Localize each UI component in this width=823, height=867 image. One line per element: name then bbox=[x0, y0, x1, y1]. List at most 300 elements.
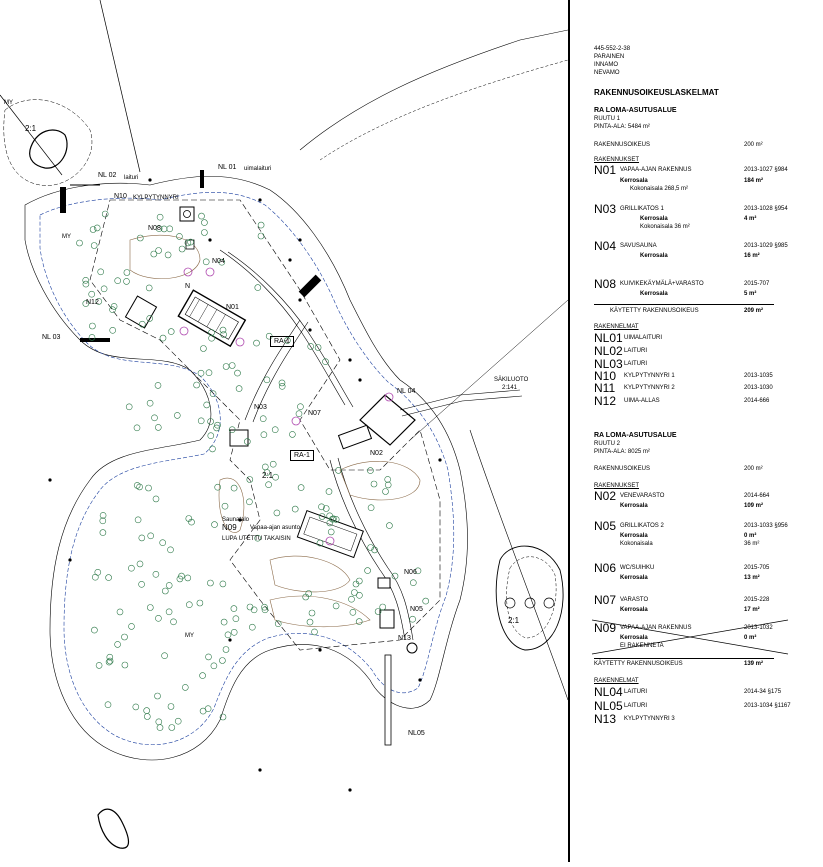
tree-marker bbox=[249, 624, 255, 630]
tree-marker bbox=[220, 581, 226, 587]
tree-marker bbox=[155, 615, 161, 621]
tree-marker bbox=[309, 610, 315, 616]
map-label-n06: N06 bbox=[404, 569, 417, 576]
tree-marker bbox=[380, 604, 386, 610]
tree-marker bbox=[207, 580, 213, 586]
structure-nl01-name: UIMALAITURI bbox=[624, 335, 663, 341]
map-label-n02: N02 bbox=[370, 450, 383, 457]
building-n05-permit: 2013-1033 §956 bbox=[744, 523, 788, 529]
tree-marker bbox=[128, 565, 134, 571]
tree-marker bbox=[168, 704, 174, 710]
map-label-nl02-tag: laituri bbox=[124, 175, 139, 181]
building-n01-name: VAPAA-AJAN RAKENNUS bbox=[620, 167, 692, 173]
structure-nl03-code: NL03 bbox=[594, 357, 623, 371]
building-n07-code: N07 bbox=[594, 593, 617, 607]
map-label-n04: N04 bbox=[212, 258, 225, 265]
building-n01-value1: 184 m² bbox=[744, 178, 764, 184]
tree-marker bbox=[289, 431, 295, 437]
building-n09-value1: 0 m² bbox=[744, 635, 757, 641]
tree-marker bbox=[260, 416, 266, 422]
tree-marker bbox=[306, 591, 312, 597]
tree-marker bbox=[126, 404, 132, 410]
tree-marker bbox=[423, 598, 429, 604]
tree-marker bbox=[174, 412, 180, 418]
tree-marker bbox=[175, 718, 181, 724]
tree-marker bbox=[385, 482, 391, 488]
tree-marker bbox=[144, 708, 150, 714]
tree-marker bbox=[90, 227, 96, 233]
tree-marker bbox=[147, 605, 153, 611]
tree-marker bbox=[219, 658, 225, 664]
structure-n11-name: KYLPYTYNNYRI 2 bbox=[624, 385, 675, 391]
panel-title: RAKENNUSOIKEUSLASKELMAT bbox=[594, 88, 719, 97]
tree-marker bbox=[235, 370, 241, 376]
tree-marker bbox=[124, 270, 130, 276]
tree-marker bbox=[91, 243, 97, 249]
building-n09-label2: EI RAKENNETA bbox=[620, 643, 664, 649]
tree-marker bbox=[206, 370, 212, 376]
map-label-nl03: NL 03 bbox=[42, 334, 61, 341]
building-n09-label1: Kerrosala bbox=[620, 635, 648, 641]
building-n05-label1: Kerrosala bbox=[620, 533, 648, 539]
building-n06-permit: 2015-705 bbox=[744, 565, 770, 571]
tree-marker bbox=[233, 616, 239, 622]
tree-marker bbox=[100, 530, 106, 536]
tree-marker bbox=[279, 383, 285, 389]
tree-marker bbox=[111, 303, 117, 309]
tree-marker bbox=[92, 574, 98, 580]
map-label-n09-line2: LUPA UTETTU TAKAISIN bbox=[222, 536, 291, 542]
ruutu1-buildings-heading: RAKENNUKSET bbox=[594, 157, 640, 163]
tree-marker bbox=[273, 474, 279, 480]
tree-marker bbox=[201, 220, 207, 226]
tree-marker bbox=[105, 702, 111, 708]
building-n02-label1: Kerrosala bbox=[620, 503, 648, 509]
map-label-n09-line1: Vapaa-ajan asunto bbox=[250, 525, 300, 531]
building-n08-code: N08 bbox=[594, 277, 617, 291]
building-n06-name: WC/SUIHKU bbox=[620, 565, 655, 571]
ruutu2-structures-heading: RAKENNELMAT bbox=[594, 678, 639, 684]
tree-marker bbox=[169, 725, 175, 731]
tree-marker bbox=[367, 468, 373, 474]
tree-marker bbox=[155, 693, 161, 699]
building-n02-value1: 109 m² bbox=[744, 503, 764, 509]
tree-marker bbox=[254, 340, 260, 346]
tree-marker bbox=[258, 222, 264, 228]
map-label-sakiluoto-num: 2:141 bbox=[502, 385, 518, 391]
building-n02-name: VENEVARASTO bbox=[620, 493, 665, 499]
building-n04-code: N04 bbox=[594, 239, 617, 253]
structure-n10-permit: 2013-1035 bbox=[744, 373, 773, 379]
tree-marker bbox=[410, 580, 416, 586]
building-n01-label2: Kokonaisala 268,5 m² bbox=[630, 186, 689, 192]
tree-marker bbox=[153, 571, 159, 577]
tree-marker bbox=[270, 461, 276, 467]
building-n06-label1: Kerrosala bbox=[620, 575, 648, 581]
tree-marker bbox=[297, 404, 303, 410]
rock-marker bbox=[348, 788, 351, 791]
tree-marker bbox=[134, 425, 140, 431]
tree-marker bbox=[176, 233, 182, 239]
tree-marker bbox=[179, 246, 185, 252]
tree-marker bbox=[368, 505, 374, 511]
rock-marker bbox=[48, 478, 51, 481]
ruutu2-oikeus-value: 200 m² bbox=[744, 466, 763, 472]
tree-marker bbox=[231, 606, 237, 612]
building-n03-label2: Kokonaisala 36 m² bbox=[640, 224, 690, 230]
rock-marker bbox=[258, 768, 261, 771]
tree-marker bbox=[157, 725, 163, 731]
building-n04-permit: 2013-1029 §985 bbox=[744, 243, 788, 249]
tree-marker bbox=[167, 226, 173, 232]
ruutu2-oikeus-label: RAKENNUSOIKEUS bbox=[594, 466, 651, 472]
tree-marker bbox=[356, 619, 362, 625]
building-n04-name: SAVUSAUNA bbox=[620, 243, 657, 249]
tree-marker bbox=[210, 446, 216, 452]
header-line-4: NEVAMO bbox=[594, 70, 620, 76]
tree-marker bbox=[247, 604, 253, 610]
tree-marker bbox=[350, 609, 356, 615]
building-n02-code: N02 bbox=[594, 489, 617, 503]
tree-marker bbox=[155, 382, 161, 388]
tree-marker bbox=[199, 213, 205, 219]
tree-marker bbox=[171, 619, 177, 625]
tree-marker bbox=[223, 647, 229, 653]
tree-marker bbox=[198, 370, 204, 376]
ruutu1-oikeus-label: RAKENNUSOIKEUS bbox=[594, 142, 651, 148]
tree-marker bbox=[152, 415, 158, 421]
tree-marker bbox=[200, 708, 206, 714]
building-n08-value1: 5 m² bbox=[744, 291, 757, 297]
tree-marker bbox=[204, 402, 210, 408]
building-n03-code: N03 bbox=[594, 202, 617, 216]
tree-marker bbox=[258, 233, 264, 239]
building-n07-name: VARASTO bbox=[620, 597, 649, 603]
tree-marker bbox=[106, 575, 112, 581]
ruutu2-area: PINTA-ALA: 8025 m² bbox=[594, 449, 650, 455]
map-label-ra1-mid: RA-1 bbox=[290, 450, 314, 461]
ruutu1-oikeus-value: 200 m² bbox=[744, 142, 763, 148]
map-label-n09: N09 bbox=[222, 523, 237, 532]
calculation-panel bbox=[570, 0, 823, 862]
building-n04-value1: 16 m² bbox=[744, 253, 760, 259]
ruutu1-heading: RA LOMA-ASUTUSALUE bbox=[594, 107, 677, 114]
rock-marker bbox=[418, 678, 421, 681]
tree-marker bbox=[211, 663, 217, 669]
tree-marker bbox=[139, 581, 145, 587]
rock-marker bbox=[358, 378, 361, 381]
tree-marker bbox=[385, 476, 391, 482]
tree-marker bbox=[275, 621, 281, 627]
map-label-n03: N03 bbox=[254, 404, 267, 411]
tree-marker bbox=[410, 616, 416, 622]
tree-marker bbox=[144, 714, 150, 720]
ruutu2-label: RUUTU 2 bbox=[594, 441, 621, 447]
map-label-slope-mid: 2:1 bbox=[262, 471, 274, 480]
rock-marker bbox=[298, 298, 301, 301]
tree-marker bbox=[292, 506, 298, 512]
structure-n12-name: UIMA-ALLAS bbox=[624, 398, 660, 404]
ruutu1-label: RUUTU 1 bbox=[594, 116, 621, 122]
building-n08-name: KUIVIKEKÄYMÄLÄ+VARASTO bbox=[620, 281, 704, 287]
tree-marker bbox=[157, 214, 163, 220]
rock-marker bbox=[228, 638, 231, 641]
tree-marker bbox=[296, 411, 302, 417]
tree-marker bbox=[236, 386, 242, 392]
tree-marker bbox=[312, 629, 318, 635]
tree-marker bbox=[272, 427, 278, 433]
tree-marker bbox=[155, 424, 161, 430]
tree-marker bbox=[203, 259, 209, 265]
structure-nl02-name: LAITURI bbox=[624, 348, 648, 354]
tree-marker bbox=[221, 619, 227, 625]
tree-marker bbox=[185, 575, 191, 581]
tree-marker bbox=[115, 641, 121, 647]
tree-marker bbox=[383, 489, 389, 495]
tree-marker bbox=[89, 323, 95, 329]
tree-marker bbox=[274, 510, 280, 516]
tree-marker bbox=[115, 278, 121, 284]
tree-marker bbox=[279, 380, 285, 386]
building-n08-permit: 2015-707 bbox=[744, 281, 770, 287]
rock-marker bbox=[308, 328, 311, 331]
tree-marker bbox=[201, 230, 207, 236]
structure-n10-name: KYLPYTYNNYRI 1 bbox=[624, 373, 675, 379]
structure-nl05-name: LAITURI bbox=[624, 703, 648, 709]
tree-marker bbox=[156, 719, 162, 725]
tree-marker bbox=[100, 518, 106, 524]
tree-marker bbox=[182, 684, 188, 690]
tree-marker bbox=[307, 619, 313, 625]
rock-marker bbox=[288, 258, 291, 261]
map-label-slope-right: 2:1 bbox=[508, 616, 520, 625]
map-label-my-top: MY bbox=[4, 100, 13, 106]
map-label-my-left: MY bbox=[62, 234, 71, 240]
building-n01-label1: Kerrosala bbox=[620, 178, 648, 184]
ruutu1-area: PINTA-ALA: 5484 m² bbox=[594, 124, 650, 130]
tree-marker bbox=[162, 653, 168, 659]
header-line-1: 445-552-2-38 bbox=[594, 46, 631, 52]
tree-marker bbox=[133, 704, 139, 710]
tree-marker bbox=[231, 629, 237, 635]
structure-nl05-code: NL05 bbox=[594, 699, 623, 713]
tree-marker bbox=[298, 485, 304, 491]
tree-marker bbox=[124, 278, 130, 284]
tree-marker bbox=[91, 627, 97, 633]
tree-marker bbox=[223, 364, 229, 370]
map-label-n07: N07 bbox=[308, 410, 321, 417]
building-n07-permit: 2015-228 bbox=[744, 597, 770, 603]
building-n03-name: GRILLIKATOS 1 bbox=[620, 206, 664, 212]
tree-marker bbox=[98, 269, 104, 275]
tree-marker bbox=[165, 252, 171, 258]
tree-marker bbox=[210, 391, 216, 397]
rock-marker bbox=[318, 648, 321, 651]
building-n03-label1: Kerrosala bbox=[640, 216, 668, 222]
structure-n11-code: N11 bbox=[594, 381, 616, 395]
tree-marker bbox=[122, 634, 128, 640]
tree-marker bbox=[333, 603, 339, 609]
tree-marker bbox=[246, 499, 252, 505]
tree-marker bbox=[261, 432, 267, 438]
tree-marker bbox=[335, 467, 341, 473]
tree-marker bbox=[262, 464, 268, 470]
tree-marker bbox=[101, 286, 107, 292]
tree-marker bbox=[365, 568, 371, 574]
tree-marker bbox=[100, 512, 106, 518]
tree-marker bbox=[102, 211, 108, 217]
building-n01-permit: 2013-1027 §984 bbox=[744, 167, 788, 173]
map-label-n10: N10 bbox=[114, 193, 127, 200]
tree-marker bbox=[83, 281, 89, 287]
ruutu1-used-value: 209 m² bbox=[744, 308, 764, 314]
tree-marker bbox=[151, 251, 157, 257]
map-label-n01: N01 bbox=[226, 304, 239, 311]
structure-n13-code: N13 bbox=[594, 712, 617, 726]
tree-marker bbox=[129, 623, 135, 629]
building-n09-code: N09 bbox=[594, 621, 617, 635]
map-label-n-small: N bbox=[185, 283, 191, 290]
structure-n10-code: N10 bbox=[594, 369, 617, 383]
building-n04-label1: Kerrosala bbox=[640, 253, 668, 259]
tree-marker bbox=[251, 607, 257, 613]
ruutu1-structures-heading: RAKENNELMAT bbox=[594, 324, 639, 330]
structure-nl03-name: LAITURI bbox=[624, 361, 648, 367]
tree-marker bbox=[160, 335, 166, 341]
map-label-ra1-top: RA-1 bbox=[270, 336, 294, 347]
structure-n12-code: N12 bbox=[594, 394, 617, 408]
tree-marker bbox=[139, 535, 145, 541]
tree-marker bbox=[135, 517, 141, 523]
structure-nl01-code: NL01 bbox=[594, 331, 623, 345]
building-n05-code: N05 bbox=[594, 519, 617, 533]
building-n05-name: GRILLIKATOS 2 bbox=[620, 523, 664, 529]
building-n03-value1: 4 m² bbox=[744, 216, 757, 222]
building-n09-name: VAPAA-AJAN RAKENNUS bbox=[620, 625, 692, 631]
tree-marker bbox=[89, 291, 95, 297]
ruutu2-used-label: KÄYTETTY RAKENNUSOIKEUS bbox=[594, 661, 683, 667]
header-line-2: PARAINEN bbox=[594, 54, 625, 60]
tree-marker bbox=[206, 654, 212, 660]
tree-marker bbox=[266, 482, 272, 488]
tree-marker bbox=[96, 662, 102, 668]
map-label-nl02: NL 02 bbox=[98, 172, 117, 179]
building-n01-code: N01 bbox=[594, 163, 617, 177]
building-n02-permit: 2014-664 bbox=[744, 493, 770, 499]
tree-marker bbox=[222, 503, 228, 509]
tree-marker bbox=[137, 561, 143, 567]
tree-marker bbox=[110, 307, 116, 313]
tree-marker bbox=[326, 489, 332, 495]
map-label-nl04: NL 04 bbox=[397, 388, 416, 395]
map-label-my-bottom: MY bbox=[185, 633, 194, 639]
tree-marker bbox=[166, 582, 172, 588]
tree-marker bbox=[229, 363, 235, 369]
rock-marker bbox=[348, 358, 351, 361]
tree-marker bbox=[146, 485, 152, 491]
map-label-nl01: NL 01 bbox=[218, 164, 237, 171]
tree-marker bbox=[146, 285, 152, 291]
map-label-n10-tag: KYLPYTYNNYRI bbox=[133, 195, 179, 201]
structure-nl02-code: NL02 bbox=[594, 344, 623, 358]
building-n05-label2: Kokonaisala bbox=[620, 541, 653, 547]
tree-marker bbox=[349, 596, 355, 602]
tree-marker bbox=[255, 285, 261, 291]
building-n06-value1: 13 m² bbox=[744, 575, 760, 581]
tree-marker bbox=[122, 662, 128, 668]
tree-marker bbox=[137, 235, 143, 241]
structure-n12-permit: 2014-666 bbox=[744, 398, 770, 404]
structure-n11-permit: 2013-1030 bbox=[744, 385, 773, 391]
map-label-saunatalo: Saunatalo bbox=[222, 517, 250, 523]
tree-marker bbox=[198, 418, 204, 424]
map-label-slope-left: 2:1 bbox=[25, 124, 37, 133]
rock-marker bbox=[208, 238, 211, 241]
map-label-nl05: NL05 bbox=[408, 730, 425, 737]
tree-marker bbox=[194, 382, 200, 388]
ruutu2-heading: RA LOMA-ASUTUSALUE bbox=[594, 432, 677, 439]
map-label-n12: N12 bbox=[86, 299, 99, 306]
tree-marker bbox=[148, 533, 154, 539]
ruutu1-used-label: KÄYTETTY RAKENNUSOIKEUS bbox=[610, 308, 699, 314]
building-n07-value1: 17 m² bbox=[744, 607, 760, 613]
structure-nl05-permit: 2013-1034 §1167 bbox=[744, 703, 791, 709]
tree-marker bbox=[200, 673, 206, 679]
rock-marker bbox=[148, 178, 151, 181]
map-label-n05: N05 bbox=[410, 606, 423, 613]
rock-marker bbox=[258, 198, 261, 201]
structure-n13-name: KYLPYTYNNYRI 3 bbox=[624, 716, 675, 722]
tree-marker bbox=[117, 609, 123, 615]
header-line-3: INNAMO bbox=[594, 62, 618, 68]
tree-marker bbox=[264, 377, 270, 383]
rock-marker bbox=[68, 558, 71, 561]
tree-marker bbox=[303, 594, 309, 600]
tree-marker bbox=[356, 592, 362, 598]
building-n05-value2: 36 m² bbox=[744, 541, 760, 547]
rock-marker bbox=[438, 458, 441, 461]
tree-marker bbox=[166, 609, 172, 615]
structure-nl04-name: LAITURI bbox=[624, 689, 648, 695]
tree-marker bbox=[225, 632, 231, 638]
tree-marker bbox=[200, 346, 206, 352]
tree-marker bbox=[162, 588, 168, 594]
structure-nl04-code: NL04 bbox=[594, 685, 623, 699]
ruutu1-sum-line bbox=[594, 304, 774, 305]
ruutu2-sum-line bbox=[594, 658, 774, 659]
map-label-nl01-tag: uimalaituri bbox=[244, 166, 272, 172]
tree-marker bbox=[371, 481, 377, 487]
tree-marker bbox=[77, 240, 83, 246]
tree-marker bbox=[147, 400, 153, 406]
building-n03-permit: 2013-1028 §954 bbox=[744, 206, 788, 212]
tree-marker bbox=[186, 602, 192, 608]
tree-marker bbox=[94, 225, 100, 231]
map-label-sakiluoto: SÄKILUOTO bbox=[494, 377, 529, 383]
tree-marker bbox=[231, 485, 237, 491]
tree-marker bbox=[160, 540, 166, 546]
building-n05-value1: 0 m² bbox=[744, 533, 757, 539]
tree-marker bbox=[110, 327, 116, 333]
tree-marker bbox=[212, 522, 218, 528]
n09-cross-out bbox=[590, 618, 790, 656]
tree-marker bbox=[386, 523, 392, 529]
structure-nl04-permit: 2014-34 §175 bbox=[744, 689, 782, 695]
map-label-n13: N13 bbox=[398, 635, 411, 642]
ruutu2-used-value: 139 m² bbox=[744, 661, 764, 667]
tree-marker bbox=[153, 496, 159, 502]
building-n06-code: N06 bbox=[594, 561, 617, 575]
